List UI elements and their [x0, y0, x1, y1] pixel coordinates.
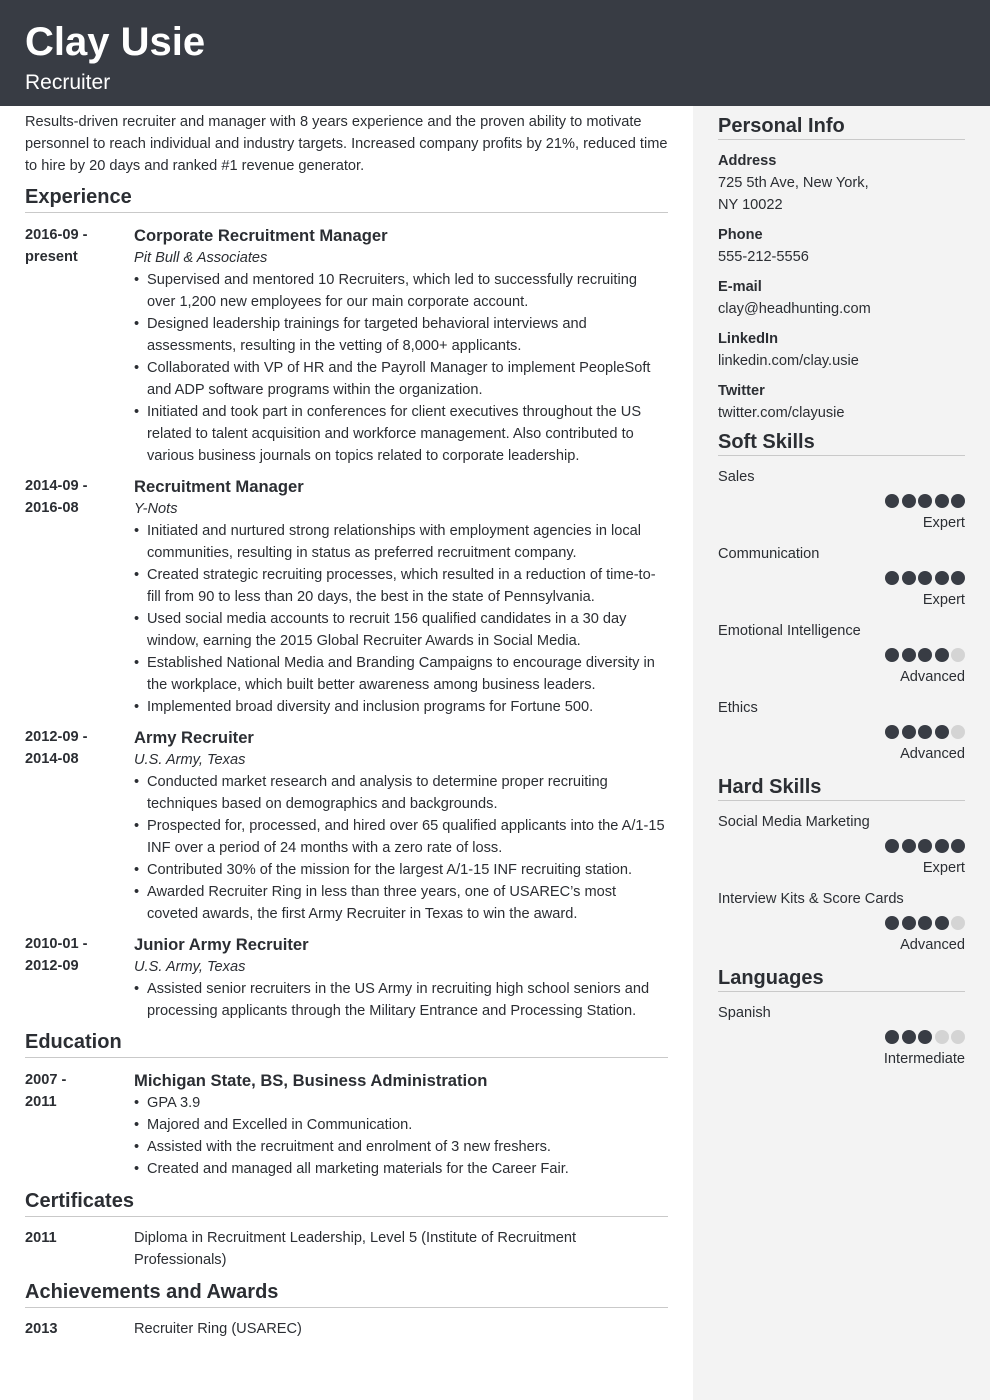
- bullet-icon: •: [134, 611, 140, 627]
- rating-dot-filled-icon: [885, 839, 899, 853]
- bullet-item: [134, 771, 668, 815]
- info-value: 725 5th Ave, New York, NY 10022: [718, 175, 869, 213]
- rating-dot-filled-icon: [918, 571, 932, 585]
- rating-dot-filled-icon: [918, 725, 932, 739]
- certificates-list: [25, 1227, 668, 1271]
- rating-dot-filled-icon: [885, 571, 899, 585]
- education-section: [25, 1029, 668, 1180]
- bullet-icon: •: [134, 272, 140, 288]
- bullet-item: [134, 652, 668, 696]
- skill-item: [718, 697, 965, 765]
- main-column: [25, 111, 668, 1340]
- rating-dot-filled-icon: [935, 648, 949, 662]
- candidate-title: Recruiter: [25, 71, 111, 94]
- skill-level: Intermediate: [883, 1051, 965, 1067]
- bullet-item: [134, 269, 668, 313]
- bullet-icon: •: [134, 316, 140, 332]
- hard-skills-list: [718, 811, 965, 956]
- languages-list: [718, 1002, 965, 1070]
- entry-text: Recruiter Ring (USAREC): [134, 1321, 302, 1337]
- rating-dot-filled-icon: [918, 916, 932, 930]
- rating-dot-filled-icon: [885, 648, 899, 662]
- info-label: E-mail: [718, 279, 762, 295]
- skill-level: Expert: [922, 860, 965, 876]
- experience-heading: Experience: [25, 184, 668, 213]
- info-value: twitter.com/clayusie: [718, 405, 845, 421]
- skill-item: [718, 1002, 965, 1070]
- hard-skills-section: [718, 774, 965, 956]
- info-field: [718, 328, 965, 372]
- sidebar-content: [718, 113, 965, 1070]
- skill-rating: [718, 839, 965, 859]
- soft-skills-heading: Soft Skills: [718, 429, 965, 456]
- summary-text: Results-driven recruiter and manager with 8 years experience and the proven ability to motivate personnel to reach individual and industry targets. Increased company profits by 21%, reduced time to hire by 20 days and ranked #1 revenue generator.: [25, 114, 668, 174]
- entry-organization: Pit Bull & Associates: [134, 250, 268, 266]
- bullet-text: Collaborated with VP of HR and the Payroll Manager to implement PeopleSoft and ADP software programs within the organization.: [147, 360, 651, 398]
- bullet-icon: •: [134, 818, 140, 834]
- skill-rating: [718, 648, 965, 668]
- awards-heading: Achievements and Awards: [25, 1279, 668, 1308]
- rating-dot-filled-icon: [935, 571, 949, 585]
- experience-section: [25, 184, 668, 1022]
- skill-rating: [718, 725, 965, 745]
- bullet-list: [134, 1092, 668, 1180]
- experience-list: [25, 224, 668, 1022]
- education-heading: Education: [25, 1029, 668, 1058]
- entry-item: [25, 224, 668, 467]
- info-field: [718, 380, 965, 424]
- bullet-icon: •: [134, 884, 140, 900]
- bullet-text: Established National Media and Branding Campaigns to encourage diversity in the workplace, which built better awareness among business leaders.: [147, 655, 655, 693]
- rating-dot-filled-icon: [902, 916, 916, 930]
- bullet-text: Awarded Recruiter Ring in less than three years, one of USAREC’s most coveted awards, the first Army Recruiter in Texas to win the award.: [147, 884, 617, 922]
- soft-skills-section: [718, 429, 965, 765]
- bullet-icon: •: [134, 1117, 140, 1133]
- bullet-icon: •: [134, 862, 140, 878]
- entry-date: 2010-01 - 2012-09: [25, 936, 88, 974]
- entry-date: 2012-09 - 2014-08: [25, 729, 88, 767]
- skill-rating: [718, 916, 965, 936]
- rating-dot-empty-icon: [951, 648, 965, 662]
- rating-dot-filled-icon: [935, 725, 949, 739]
- bullet-icon: •: [134, 404, 140, 420]
- awards-list: [25, 1318, 668, 1340]
- skill-item: [718, 466, 965, 534]
- bullet-list: [134, 269, 668, 467]
- entry-title: Army Recruiter: [134, 728, 254, 747]
- info-label: LinkedIn: [718, 331, 778, 347]
- bullet-list: [134, 771, 668, 925]
- entry-item: [25, 475, 668, 718]
- info-field: [718, 224, 965, 268]
- languages-heading: Languages: [718, 965, 965, 992]
- skill-rating: [718, 571, 965, 591]
- entry-item: [25, 1318, 668, 1340]
- entry-date: 2011: [25, 1230, 57, 1246]
- bullet-item: [134, 1136, 668, 1158]
- rating-dot-filled-icon: [885, 725, 899, 739]
- bullet-icon: •: [134, 1139, 140, 1155]
- skill-name: Emotional Intelligence: [718, 623, 861, 639]
- bullet-item: [134, 815, 668, 859]
- rating-dot-filled-icon: [902, 1030, 916, 1044]
- info-value: clay@headhunting.com: [718, 301, 871, 317]
- bullet-icon: •: [134, 1161, 140, 1177]
- skill-name: Sales: [718, 469, 755, 485]
- rating-dot-filled-icon: [951, 839, 965, 853]
- rating-dot-empty-icon: [935, 1030, 949, 1044]
- info-field: [718, 276, 965, 320]
- personal-info-list: [718, 150, 965, 424]
- bullet-icon: •: [134, 523, 140, 539]
- skill-item: [718, 811, 965, 879]
- bullet-item: [134, 608, 668, 652]
- skill-level: Advanced: [900, 937, 965, 953]
- bullet-text: Contributed 30% of the mission for the largest A/1-15 INF recruiting station.: [147, 862, 633, 878]
- bullet-icon: •: [134, 699, 140, 715]
- skill-item: [718, 543, 965, 611]
- bullet-text: Designed leadership trainings for targeted behavioral interviews and assessments, resulting in the vetting of 8,000+ applicants.: [147, 316, 587, 354]
- entry-item: [25, 933, 668, 1022]
- personal-info-section: [718, 113, 965, 424]
- bullet-icon: •: [134, 1095, 140, 1111]
- skill-item: [718, 888, 965, 956]
- rating-dot-filled-icon: [902, 494, 916, 508]
- personal-info-heading: Personal Info: [718, 113, 965, 140]
- education-list: [25, 1069, 668, 1180]
- bullet-text: Initiated and took part in conferences for client executives throughout the US related to talent acquisition and workforce management. Also contributed to various business journals on topics related to corporate leadership.: [147, 404, 642, 464]
- rating-dot-filled-icon: [935, 916, 949, 930]
- bullet-text: Used social media accounts to recruit 156 qualified candidates in a 30 day window, earning the 2015 Global Recruiter Awards in Social Media.: [147, 611, 627, 649]
- candidate-name: Clay Usie: [25, 20, 206, 64]
- bullet-text: GPA 3.9: [147, 1095, 201, 1111]
- skill-level: Advanced: [900, 669, 965, 685]
- certificates-heading: Certificates: [25, 1188, 668, 1217]
- rating-dot-filled-icon: [918, 839, 932, 853]
- languages-section: [718, 965, 965, 1070]
- skill-level: Expert: [922, 592, 965, 608]
- entry-date: 2007 - 2011: [25, 1072, 67, 1110]
- entry-item: [25, 1227, 668, 1271]
- rating-dot-filled-icon: [935, 839, 949, 853]
- rating-dot-filled-icon: [935, 494, 949, 508]
- bullet-item: [134, 1092, 668, 1114]
- bullet-text: Supervised and mentored 10 Recruiters, which led to successfully recruiting over 1,200 new employees for our main corporate account.: [147, 272, 637, 310]
- entry-organization: Y-Nots: [134, 501, 178, 517]
- info-label: Phone: [718, 227, 763, 243]
- entry-text: Diploma in Recruitment Leadership, Level 5 (Institute of Recruitment Professionals): [134, 1230, 577, 1268]
- skill-level: Expert: [922, 515, 965, 531]
- rating-dot-filled-icon: [885, 1030, 899, 1044]
- skill-item: [718, 620, 965, 688]
- bullet-text: Created and managed all marketing materials for the Career Fair.: [147, 1161, 569, 1177]
- rating-dot-filled-icon: [918, 494, 932, 508]
- skill-name: Spanish: [718, 1005, 771, 1021]
- bullet-item: [134, 978, 668, 1022]
- bullet-text: Implemented broad diversity and inclusion programs for Fortune 500.: [147, 699, 594, 715]
- rating-dot-filled-icon: [902, 725, 916, 739]
- rating-dot-filled-icon: [902, 839, 916, 853]
- entry-date: 2013: [25, 1321, 58, 1337]
- rating-dot-filled-icon: [951, 571, 965, 585]
- rating-dot-empty-icon: [951, 916, 965, 930]
- skill-rating: [718, 494, 965, 514]
- entry-date: 2016-09 - present: [25, 227, 88, 265]
- bullet-icon: •: [134, 655, 140, 671]
- bullet-icon: •: [134, 774, 140, 790]
- entry-organization: U.S. Army, Texas: [134, 752, 246, 768]
- info-value: 555-212-5556: [718, 249, 809, 265]
- rating-dot-filled-icon: [918, 648, 932, 662]
- info-field: [718, 150, 965, 216]
- bullet-text: Prospected for, processed, and hired over 65 qualified applicants into the A/1-15 INF over a period of 24 months with a zero rate of loss.: [147, 818, 665, 856]
- entry-title: Junior Army Recruiter: [134, 935, 309, 954]
- hard-skills-heading: Hard Skills: [718, 774, 965, 801]
- bullet-item: [134, 881, 668, 925]
- bullet-icon: •: [134, 360, 140, 376]
- info-label: Address: [718, 153, 777, 169]
- skill-level: Advanced: [900, 746, 965, 762]
- bullet-item: [134, 696, 668, 718]
- entry-title: Recruitment Manager: [134, 477, 304, 496]
- bullet-item: [134, 313, 668, 357]
- bullet-item: [134, 859, 668, 881]
- info-value: linkedin.com/clay.usie: [718, 353, 859, 369]
- bullet-list: [134, 978, 668, 1022]
- skill-name: Communication: [718, 546, 820, 562]
- certificates-section: [25, 1188, 668, 1271]
- bullet-item: [134, 401, 668, 467]
- info-label: Twitter: [718, 383, 765, 399]
- bullet-text: Created strategic recruiting processes, which resulted in a reduction of time-to-fill from 90 to less than 20 days, the best in the state of Pennsylvania.: [147, 567, 656, 605]
- bullet-item: [134, 520, 668, 564]
- awards-section: [25, 1279, 668, 1340]
- bullet-list: [134, 520, 668, 718]
- entry-organization: U.S. Army, Texas: [134, 959, 246, 975]
- entry-title: Corporate Recruitment Manager: [134, 226, 388, 245]
- bullet-item: [134, 357, 668, 401]
- bullet-item: [134, 1114, 668, 1136]
- entry-item: [25, 1069, 668, 1180]
- rating-dot-empty-icon: [951, 725, 965, 739]
- entry-title: Michigan State, BS, Business Administration: [134, 1071, 488, 1090]
- soft-skills-list: [718, 466, 965, 765]
- bullet-text: Assisted with the recruitment and enrolment of 3 new freshers.: [147, 1139, 551, 1155]
- bullet-text: Conducted market research and analysis to determine proper recruiting techniques based on demographics and backgrounds.: [147, 774, 608, 812]
- rating-dot-filled-icon: [951, 494, 965, 508]
- bullet-icon: •: [134, 981, 140, 997]
- bullet-text: Majored and Excelled in Communication.: [147, 1117, 413, 1133]
- skill-name: Interview Kits & Score Cards: [718, 891, 904, 907]
- rating-dot-filled-icon: [902, 648, 916, 662]
- bullet-item: [134, 564, 668, 608]
- bullet-text: Assisted senior recruiters in the US Army in recruiting high school seniors and processing applicants through the Military Entrance and Processing Station.: [147, 981, 650, 1019]
- resume-header: [0, 0, 990, 106]
- skill-name: Ethics: [718, 700, 758, 716]
- entry-item: [25, 726, 668, 925]
- bullet-text: Initiated and nurtured strong relationships with employment agencies in local communities, resulting in status as preferred recruitment company.: [147, 523, 642, 561]
- bullet-item: [134, 1158, 668, 1180]
- entry-date: 2014-09 - 2016-08: [25, 478, 88, 516]
- rating-dot-filled-icon: [885, 494, 899, 508]
- bullet-icon: •: [134, 567, 140, 583]
- rating-dot-filled-icon: [902, 571, 916, 585]
- skill-name: Social Media Marketing: [718, 814, 870, 830]
- skill-rating: [718, 1030, 965, 1050]
- rating-dot-filled-icon: [918, 1030, 932, 1044]
- rating-dot-filled-icon: [885, 916, 899, 930]
- rating-dot-empty-icon: [951, 1030, 965, 1044]
